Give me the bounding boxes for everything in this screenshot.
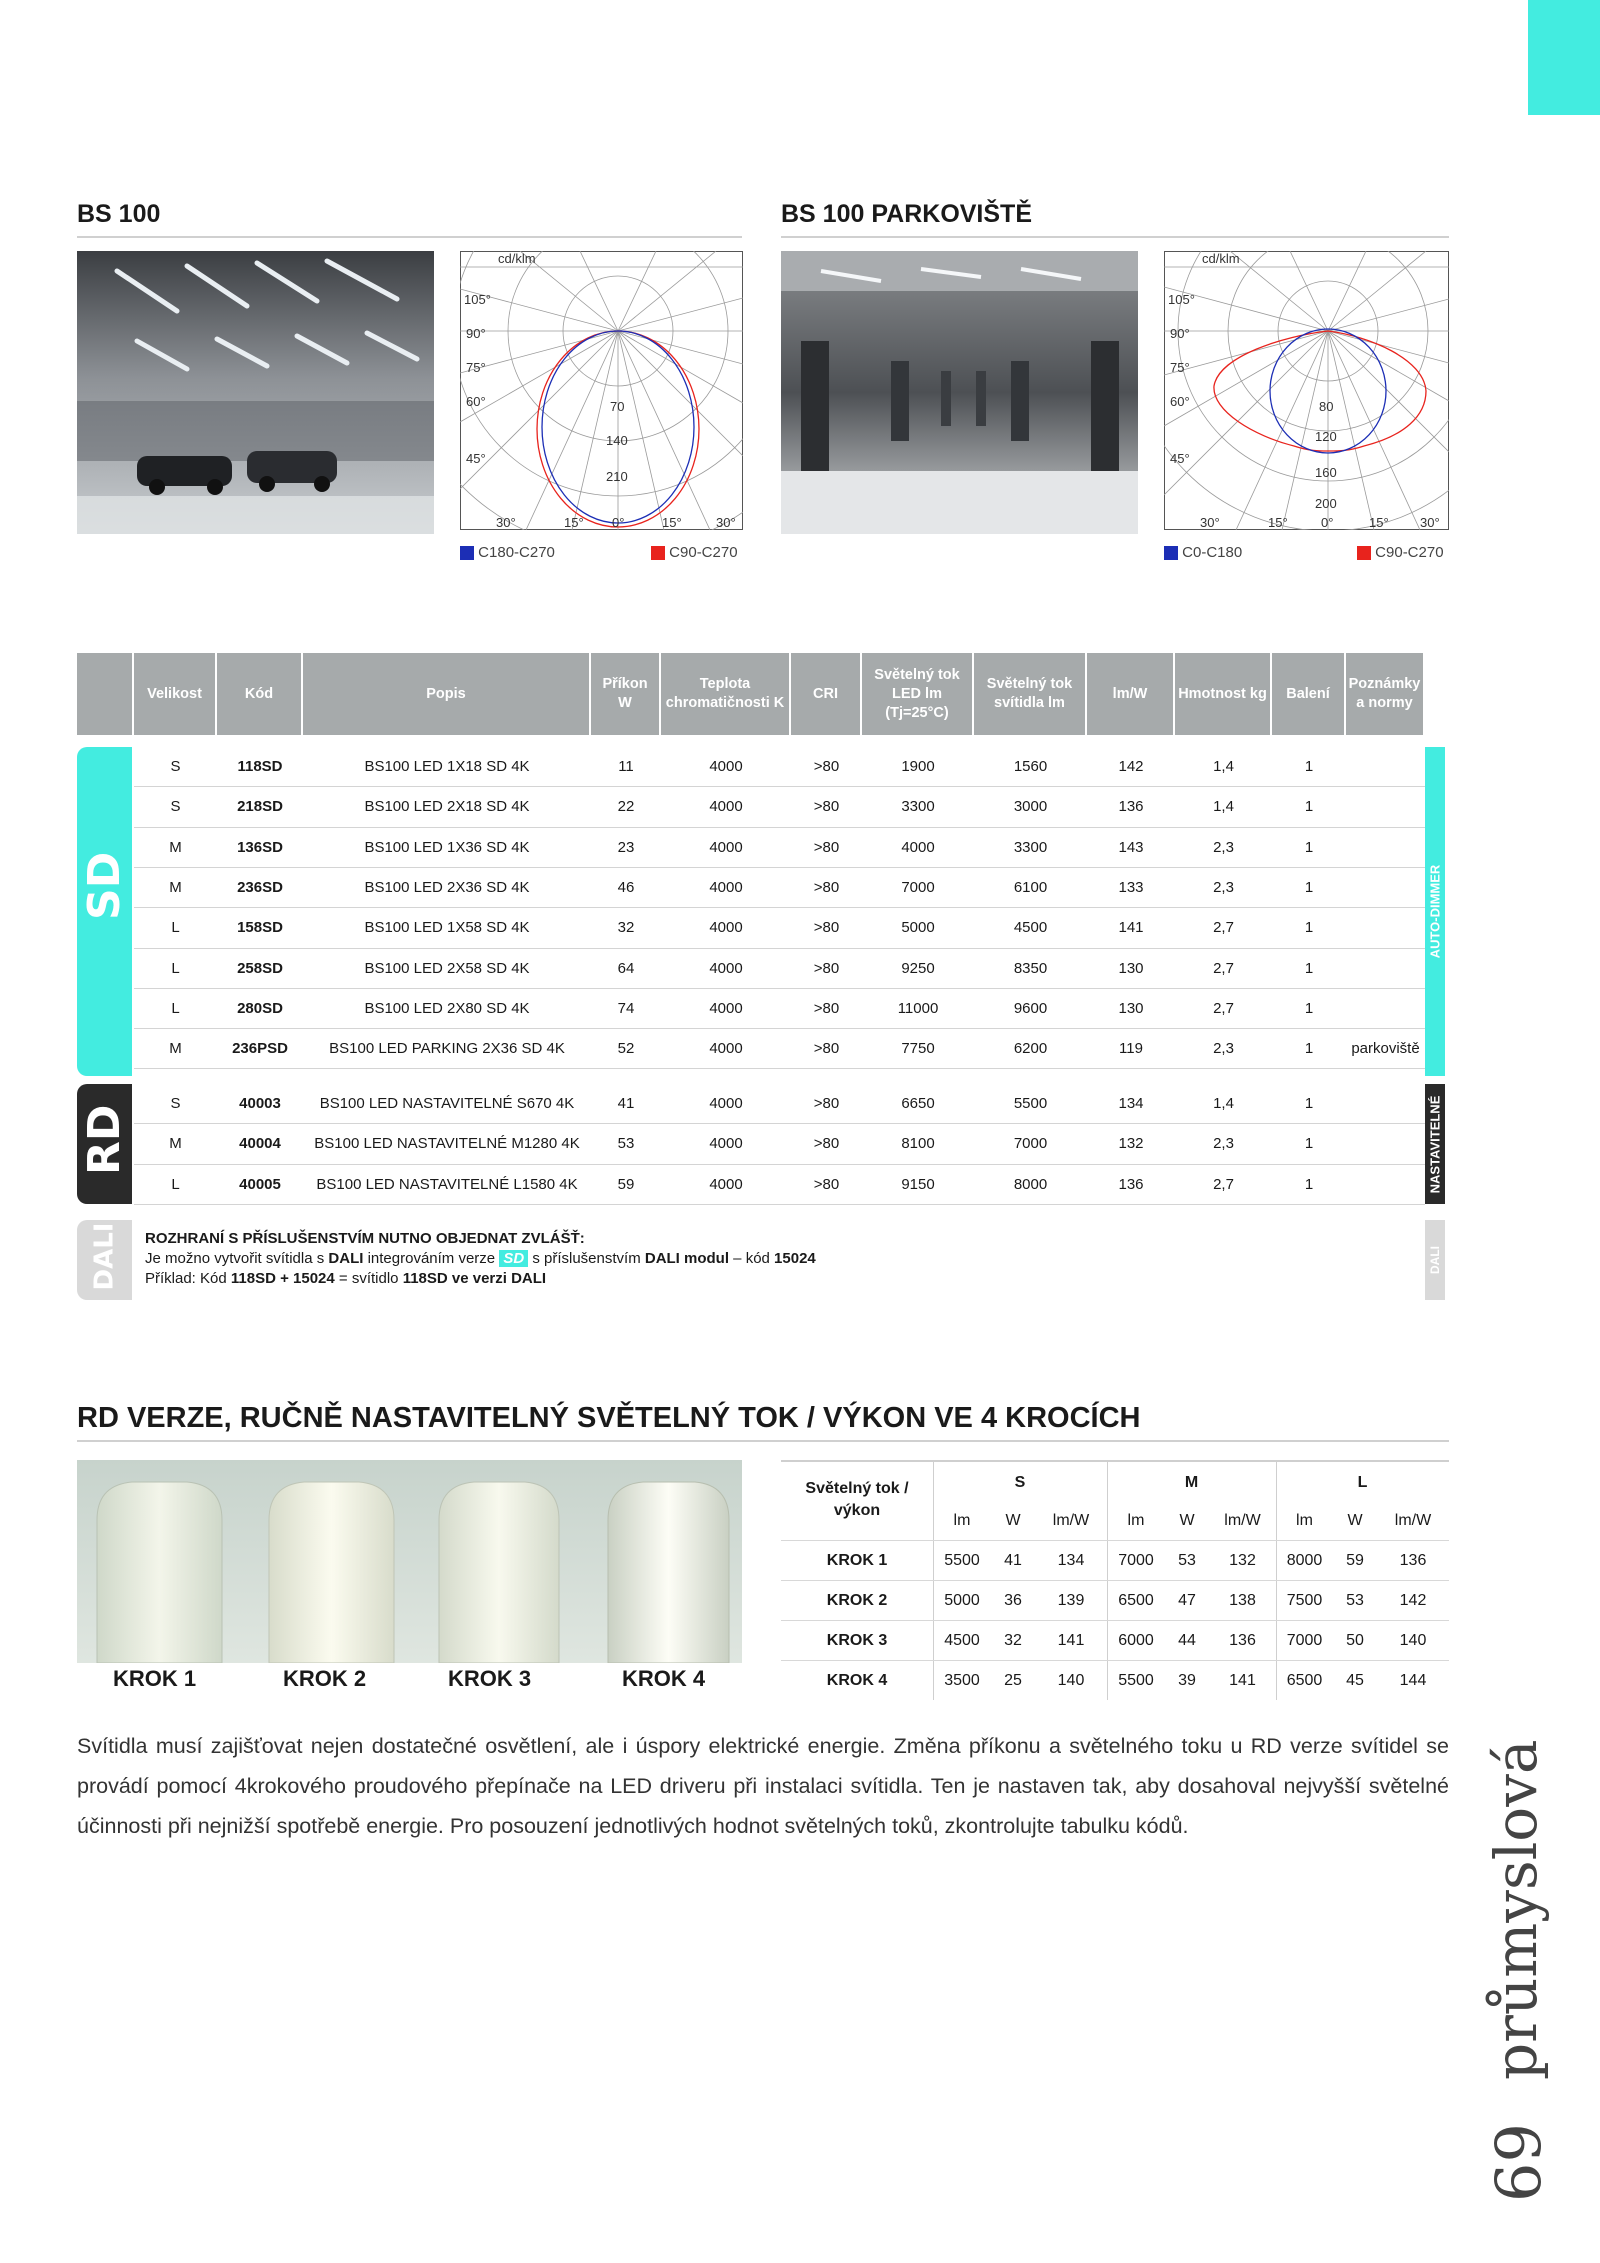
dali-sidebar [1425,1220,1445,1300]
table-cell: 2,7 [1213,959,1234,977]
table-cell: 40005 [239,1175,281,1193]
step-cell: 59 [1346,1552,1364,1569]
step-cell: 5000 [944,1592,980,1609]
table-cell: 5500 [1013,1095,1048,1112]
krok-4-label: KROK 4 [621,1666,706,1691]
svg-text:30°: 30° [1420,515,1440,530]
dali-group-tab [77,1220,132,1300]
svg-text:30°: 30° [496,515,516,530]
table-cell: 258SD [237,959,283,977]
table-cell: BS100 LED 1X36 SD 4K [364,838,530,856]
table-cell: 2,3 [1213,1040,1234,1058]
step-table-corner: Světelný tok / výkon [805,1480,909,1519]
table-cell: >80 [813,1135,840,1153]
step-cell: 6500 [1286,1672,1323,1689]
table-cell: 59 [617,1175,635,1193]
table-cell: 1,4 [1213,1095,1234,1112]
table-cell: 4000 [709,1175,743,1193]
auto-dimmer-label: AUTO-DIMMER [1427,864,1443,959]
table-cell: 7000 [901,878,935,896]
sd-inline-badge: SD [499,1250,528,1267]
table-cell: 130 [1118,999,1144,1017]
table-cell: 41 [617,1095,635,1112]
table-cell: 6200 [1013,1040,1048,1058]
parking-photo [781,251,1138,534]
step-cell: 141 [1057,1632,1085,1649]
table-cell: 4000 [709,838,743,856]
table-cell: 1 [1304,1040,1314,1058]
nastavitelne-sidebar [1425,1084,1445,1204]
step-cell: 136 [1229,1632,1256,1649]
table-cell: 4000 [709,1040,743,1058]
svg-text:75°: 75° [1170,360,1190,375]
step-group-header: L [1357,1474,1368,1491]
table-cell: 23 [617,838,635,856]
rd-section-title: RD VERZE, RUČNĚ NASTAVITELNÝ SVĚTELNÝ TOK / VÝKON VE 4 KROCÍCH [77,1402,1141,1434]
svg-text:90°: 90° [466,326,486,341]
step-row-label: KROK 2 [826,1592,888,1609]
table-cell: >80 [813,959,840,977]
step-cell: 7000 [1286,1632,1323,1649]
step-cell: 45 [1346,1672,1364,1689]
table-header-cell: Příkon W [591,653,659,735]
parking-unit-label: cd/klm [1202,251,1240,266]
table-header-corner [77,653,134,735]
step-cell: 139 [1057,1592,1085,1609]
bs100-polar-diagram [460,251,743,530]
table-cell: 119 [1119,1040,1143,1058]
auto-dimmer-sidebar [1425,747,1445,1076]
step-cell: 6000 [1118,1632,1154,1649]
table-header-cell: Poznámky a normy [1346,653,1423,735]
table-cell: 9150 [901,1175,935,1193]
table-cell: 53 [617,1135,635,1153]
table-cell: BS100 LED 1X18 SD 4K [364,758,530,775]
table-cell: BS100 LED NASTAVITELNÉ S670 4K [319,1095,575,1112]
step-unit-header: lm [953,1512,971,1529]
table-cell: 7750 [901,1040,935,1058]
svg-text:90°: 90° [1170,326,1190,341]
table-cell: 4000 [709,798,743,816]
table-header-cell: Velikost [134,653,215,735]
table-cell: 8350 [1013,959,1048,977]
rd-steps-photo [77,1460,742,1663]
table-cell: 32 [617,919,635,937]
table-cell: 143 [1118,838,1144,856]
table-cell: L [171,999,180,1017]
dali-note [145,1229,816,1289]
svg-text:0°: 0° [612,515,625,530]
table-cell: M [169,878,182,896]
table-cell: S [170,798,181,816]
step-cell: 141 [1229,1672,1256,1689]
step-cell: 138 [1229,1592,1256,1609]
step-cell: 132 [1229,1552,1256,1569]
step-cell: 47 [1178,1592,1196,1609]
table-cell: BS100 LED 2X58 SD 4K [364,959,530,977]
svg-text:140: 140 [606,433,628,448]
table-cell: 136 [1118,1175,1144,1193]
table-cell: 4000 [709,1135,743,1153]
svg-text:70: 70 [610,399,625,414]
table-cell: 22 [617,798,635,816]
rd-step-table [781,1460,1449,1700]
table-cell: 1,4 [1213,798,1234,816]
table-cell: 141 [1118,919,1144,937]
step-unit-header: lm [1127,1512,1145,1529]
svg-text:15°: 15° [662,515,682,530]
table-cell: 2,3 [1213,1135,1234,1153]
table-cell: 52 [617,1040,635,1058]
section-name: průmyslová [1482,1739,1550,2080]
step-cell: 53 [1178,1552,1196,1569]
table-cell: >80 [813,878,840,896]
step-cell: 7000 [1118,1552,1154,1569]
parking-legend-2: C90-C270 [1357,544,1444,561]
table-cell: 1 [1304,1095,1314,1112]
table-header-cell: Kód [217,653,301,735]
table-cell: 133 [1118,878,1144,896]
dali-group-label: DALI [89,1222,120,1291]
table-header-cell: Světelný tok svítidla lm [974,653,1085,735]
table-cell: 46 [617,878,635,896]
step-row-label: KROK 4 [826,1672,888,1689]
table-cell: 6650 [901,1095,935,1112]
step-cell: 8000 [1286,1552,1323,1569]
step-unit-header: lm/W [1052,1512,1090,1529]
table-cell: 132 [1118,1135,1144,1153]
step-cell: 41 [1004,1552,1022,1569]
dali-note-line2: Je možno vytvořit svítidla s DALI integrováním verze SD s příslušenstvím DALI modul – kód 15024 [145,1250,816,1267]
parking-legend-1: C0-C180 [1164,544,1242,561]
table-cell: 1,4 [1213,758,1234,775]
bs100-photo [77,251,434,534]
table-cell: 2,7 [1213,919,1234,937]
step-cell: 50 [1346,1632,1364,1649]
table-cell: 4000 [901,838,935,856]
table-cell: 4500 [1013,919,1048,937]
svg-text:210: 210 [606,469,628,484]
step-cell: 5500 [944,1552,980,1569]
table-cell: 8000 [1013,1175,1048,1193]
nastavitelne-label: NASTAVITELNÉ [1427,1095,1443,1193]
table-cell: 2,7 [1213,1175,1234,1193]
svg-text:160: 160 [1315,465,1337,480]
step-row-label: KROK 1 [826,1552,888,1569]
svg-text:75°: 75° [466,360,486,375]
table-cell: 136 [1118,798,1144,816]
corner-accent-tab [1528,0,1600,115]
table-cell: 142 [1118,758,1144,775]
table-cell: 1 [1304,959,1314,977]
step-cell: 140 [1399,1632,1427,1649]
svg-text:105°: 105° [464,292,491,307]
step-cell: 7500 [1286,1592,1323,1609]
table-cell: 1 [1304,798,1314,816]
table-cell: M [169,838,182,856]
table-cell [1346,1124,1425,1164]
step-cell: 4500 [944,1632,980,1649]
svg-text:0°: 0° [1321,515,1334,530]
table-cell: parkoviště [1351,1040,1420,1058]
step-cell: 36 [1004,1592,1022,1609]
table-cell: 9600 [1013,999,1048,1017]
table-cell: 11000 [897,999,939,1017]
table-cell [1346,949,1425,989]
red-legend-swatch [1357,546,1371,560]
table-cell: 2,3 [1213,878,1234,896]
table-cell: S [170,758,181,775]
table-cell [1346,747,1425,787]
table-cell: 11 [618,758,634,775]
svg-text:45°: 45° [466,451,486,466]
table-header-cell: Balení [1272,653,1344,735]
step-unit-header: lm [1296,1512,1313,1529]
dali-side-label: DALI [1428,1246,1442,1274]
table-cell: 280SD [237,999,283,1017]
table-cell [1346,1165,1425,1205]
krok-3-label: KROK 3 [447,1666,532,1691]
table-cell: 118SD [237,758,283,775]
step-cell: 136 [1399,1552,1427,1569]
table-cell: 40004 [239,1135,281,1153]
svg-text:30°: 30° [1200,515,1220,530]
table-cell: 2,3 [1213,838,1234,856]
table-cell: 4000 [709,999,743,1017]
blue-legend-swatch [460,546,474,560]
table-cell: 1 [1304,758,1314,775]
table-cell: 4000 [709,959,743,977]
table-cell [1346,868,1425,908]
bs100-title: BS 100 [77,200,161,228]
table-cell [1346,908,1425,948]
step-unit-header: W [1005,1512,1021,1529]
step-cell: 142 [1399,1592,1427,1609]
table-cell: 1 [1304,878,1314,896]
table-cell: S [170,1095,181,1112]
table-cell: 236SD [237,878,283,896]
page-number: 69 [1482,2123,1555,2202]
sd-group-label: SD [79,851,130,920]
step-group-header: M [1184,1474,1199,1491]
table-cell: 1 [1304,838,1314,856]
step-cell: 134 [1057,1552,1085,1569]
table-cell [1346,787,1425,827]
table-cell [1346,1084,1425,1124]
table-cell: 158SD [237,919,283,937]
table-cell: 1900 [901,758,935,775]
table-cell: >80 [813,798,840,816]
table-cell: >80 [813,758,840,775]
parking-rule [781,236,1449,238]
parking-title: BS 100 PARKOVIŠTĚ [781,200,1033,228]
table-cell: 3000 [1013,798,1048,816]
table-cell: 4000 [709,919,743,937]
krok-2-label: KROK 2 [282,1666,367,1691]
table-cell: 3300 [901,798,935,816]
bs100-legend-1: C180-C270 [460,544,555,561]
table-cell: L [171,959,180,977]
table-cell: >80 [813,1040,840,1058]
rd-group-label: RD [79,1104,130,1175]
table-cell: 1 [1304,1135,1314,1153]
table-cell: 1 [1304,1175,1314,1193]
table-cell: BS100 LED 1X58 SD 4K [364,919,530,937]
step-cell: 6500 [1118,1592,1154,1609]
table-cell: 218SD [237,798,283,816]
table-cell: 236PSD [232,1040,288,1058]
table-cell: M [169,1135,182,1153]
rd-group-tab [77,1084,132,1204]
svg-text:60°: 60° [1170,394,1190,409]
svg-text:15°: 15° [1369,515,1389,530]
svg-text:15°: 15° [564,515,584,530]
table-cell: 1 [1304,999,1314,1017]
step-cell: 144 [1399,1672,1427,1689]
table-cell: 9250 [901,959,935,977]
table-cell: 4000 [709,1095,743,1112]
svg-text:120: 120 [1315,429,1337,444]
table-cell: 136SD [237,838,283,856]
table-cell: 4000 [709,878,743,896]
step-unit-header: lm/W [1394,1512,1432,1529]
table-cell: 40003 [239,1095,281,1112]
blue-legend-swatch [1164,546,1178,560]
step-cell: 25 [1004,1672,1022,1689]
table-cell: 4000 [709,758,743,775]
table-cell: 3300 [1013,838,1048,856]
rd-paragraph: Svítidla musí zajišťovat nejen dostatečné osvětlení, ale i úspory elektrické energie. Změna příkonu a světelného toku u RD verze svítidel se provádí pomocí 4krokového proudového přepínače na LED driveru při instalaci svítidla. Ten je nastaven tak, aby dosahoval nejvyšší světelné účinnosti při nejnižší spotřebě energie. Pro posouzení jednotlivých hodnot světelných toků, zkontrolujte tabulku kódů. [77,1734,1449,1838]
step-cell: 5500 [1118,1672,1154,1689]
step-row-label: KROK 3 [826,1632,888,1649]
table-cell: >80 [813,919,840,937]
step-cell: 44 [1178,1632,1196,1649]
svg-text:45°: 45° [1170,451,1190,466]
table-header-cell: Světelný tok LED lm (Tj=25°C) [862,653,972,735]
table-cell: 1560 [1013,758,1048,775]
table-cell: BS100 LED PARKING 2X36 SD 4K [329,1040,565,1058]
step-unit-header: W [1179,1512,1195,1529]
table-header-cell: CRI [791,653,860,735]
table-cell: 5000 [901,919,935,937]
table-cell: BS100 LED 2X18 SD 4K [364,798,530,816]
table-cell: 8100 [901,1135,935,1153]
table-cell [1346,989,1425,1029]
table-top-border [781,1460,1449,1462]
table-cell [1346,828,1425,868]
table-cell: 64 [617,959,635,977]
step-group-header: S [1014,1474,1026,1491]
table-cell: BS100 LED 2X36 SD 4K [364,878,530,896]
table-header-cell: Hmotnost kg [1175,653,1270,735]
bs100-unit-label: cd/klm [498,251,536,266]
svg-text:80: 80 [1319,399,1334,414]
svg-text:200: 200 [1315,496,1337,511]
table-header-cell: lm/W [1087,653,1173,735]
step-cell: 3500 [944,1672,980,1689]
table-cell: 134 [1118,1095,1144,1112]
red-legend-swatch [651,546,665,560]
table-cell: 6100 [1013,878,1048,896]
bs100-legend-2: C90-C270 [651,544,738,561]
table-cell: >80 [813,1095,840,1112]
step-unit-header: lm/W [1224,1512,1261,1529]
table-cell: 130 [1118,959,1144,977]
dali-note-line3: Příklad: Kód 118SD + 15024 = svítidlo 118SD ve verzi DALI [145,1270,547,1287]
svg-text:15°: 15° [1268,515,1288,530]
table-cell: 1 [1304,919,1314,937]
dali-note-title: ROZHRANÍ S PŘÍSLUŠENSTVÍM NUTNO OBJEDNAT ZVLÁŠŤ: [145,1230,585,1247]
sd-group-tab [77,747,132,1076]
table-cell: BS100 LED NASTAVITELNÉ L1580 4K [316,1175,578,1193]
svg-text:30°: 30° [716,515,736,530]
step-cell: 140 [1057,1672,1085,1689]
step-cell: 39 [1178,1672,1196,1689]
parking-polar-diagram [1164,251,1449,530]
table-cell: M [169,1040,182,1058]
step-cell: 32 [1004,1632,1022,1649]
bs100-rule [77,236,742,238]
table-header-cell: Teplota chromatičnosti K [661,653,789,735]
table-cell: >80 [813,999,840,1017]
svg-text:60°: 60° [466,394,486,409]
table-cell: BS100 LED 2X80 SD 4K [364,999,530,1017]
table-cell: BS100 LED NASTAVITELNÉ M1280 4K [314,1135,580,1153]
table-cell: L [171,1175,180,1193]
step-cell: 53 [1346,1592,1364,1609]
table-cell: L [171,919,180,937]
table-cell: 2,7 [1213,999,1234,1017]
table-cell: >80 [813,1175,840,1193]
table-cell: 7000 [1013,1135,1048,1153]
svg-text:105°: 105° [1168,292,1195,307]
table-cell: 74 [617,999,635,1017]
table-cell: >80 [813,838,840,856]
rd-section-rule [77,1440,1449,1442]
step-unit-header: W [1347,1512,1363,1529]
table-header-cell: Popis [303,653,589,735]
krok-1-label: KROK 1 [112,1666,197,1691]
